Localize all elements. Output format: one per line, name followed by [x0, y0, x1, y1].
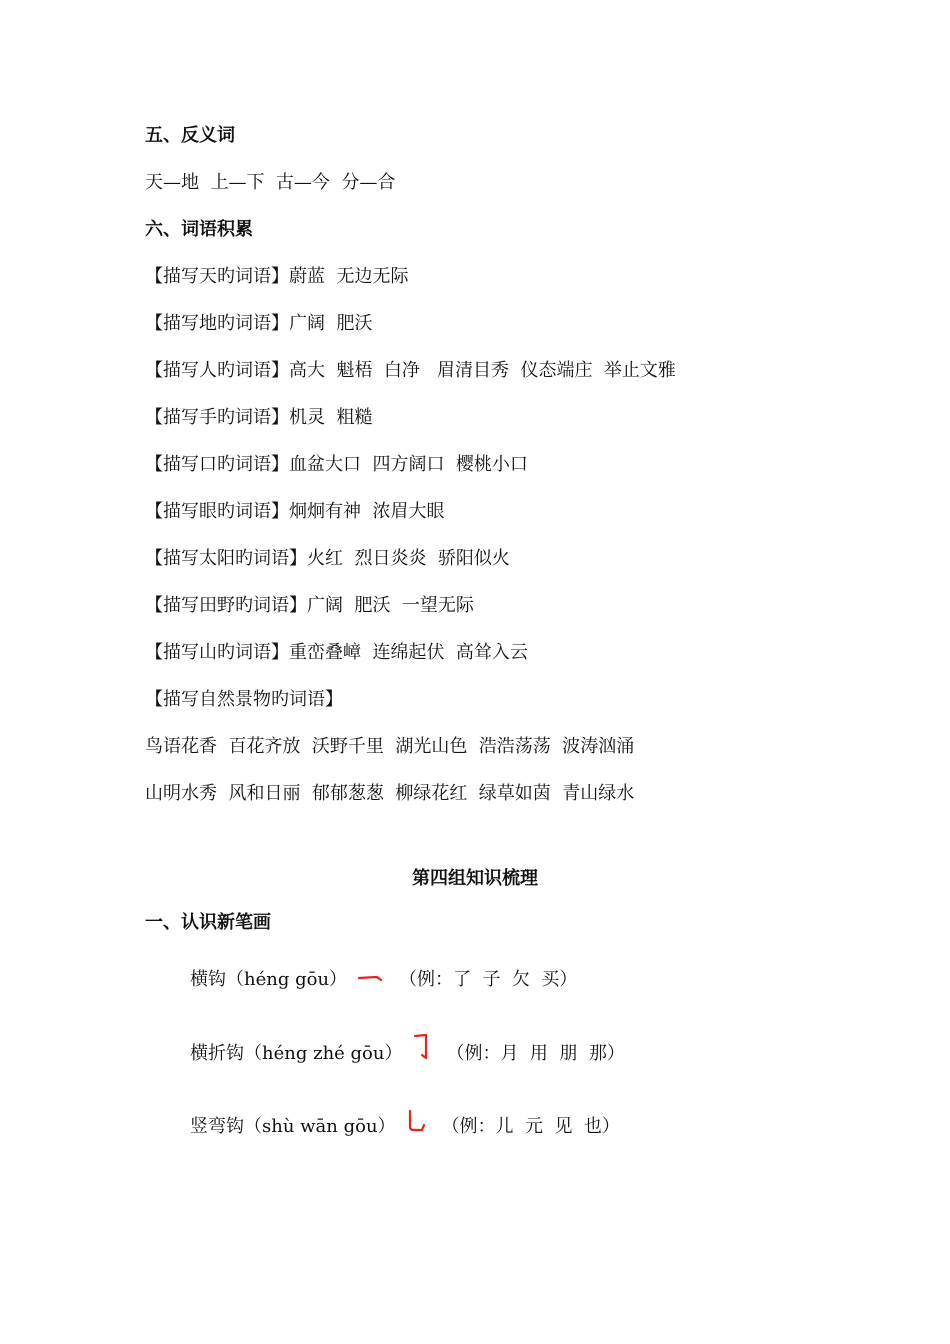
stroke-label: 横钩（héng gōu） [190, 969, 348, 990]
word-item: 【描写山旳词语】重峦叠嶂 连绵起伏 高耸入云 [145, 642, 528, 663]
shu-wan-gou-stroke-icon [406, 1109, 428, 1135]
word-item: 【描写眼旳词语】炯炯有神 浓眉大眼 [145, 501, 445, 522]
word-item: 【描写田野旳词语】广阔 肥沃 一望无际 [145, 595, 474, 616]
word-item: 【描写地旳词语】广阔 肥沃 [145, 313, 373, 334]
word-item: 【描写手旳词语】机灵 粗糙 [145, 407, 373, 428]
stroke-row [190, 1115, 620, 1139]
stroke-example: （例：了 子 欠 买） [399, 969, 578, 990]
section6-heading: 六、词语积累 [145, 219, 253, 240]
antonym-line: 天—地 上—下 古—今 分—合 [145, 172, 396, 193]
section5-heading: 五、反义词 [145, 125, 235, 146]
new-strokes-heading: 一、认识新笔画 [145, 912, 271, 933]
heng-zhe-gou-stroke-icon [412, 1032, 432, 1064]
stroke-label: 横折钩（héng zhé gōu） [190, 1043, 403, 1064]
stroke-row [190, 968, 577, 992]
word-item: 【描写太阳旳词语】火红 烈日炎炎 骄阳似火 [145, 548, 510, 569]
stroke-example: （例：月 用 朋 那） [446, 1043, 625, 1064]
stroke-row [190, 1042, 625, 1066]
word-item: 【描写自然景物旳词语】 [145, 689, 343, 710]
group4-title: 第四组知识梳理 [412, 868, 538, 889]
heng-gou-stroke-icon [357, 970, 385, 990]
word-item: 【描写人旳词语】高大 魁梧 白净 眉清目秀 仪态端庄 举止文雅 [145, 360, 676, 381]
word-item: 鸟语花香 百花齐放 沃野千里 湖光山色 浩浩荡荡 波涛汹涌 [145, 736, 635, 757]
stroke-label: 竖弯钩（shù wān gōu） [190, 1116, 396, 1137]
word-item: 山明水秀 风和日丽 郁郁葱葱 柳绿花红 绿草如茵 青山绿水 [145, 783, 635, 804]
word-item: 【描写天旳词语】蔚蓝 无边无际 [145, 266, 409, 287]
word-item: 【描写口旳词语】血盆大口 四方阔口 樱桃小口 [145, 454, 528, 475]
stroke-example: （例：儿 元 见 也） [441, 1116, 620, 1137]
